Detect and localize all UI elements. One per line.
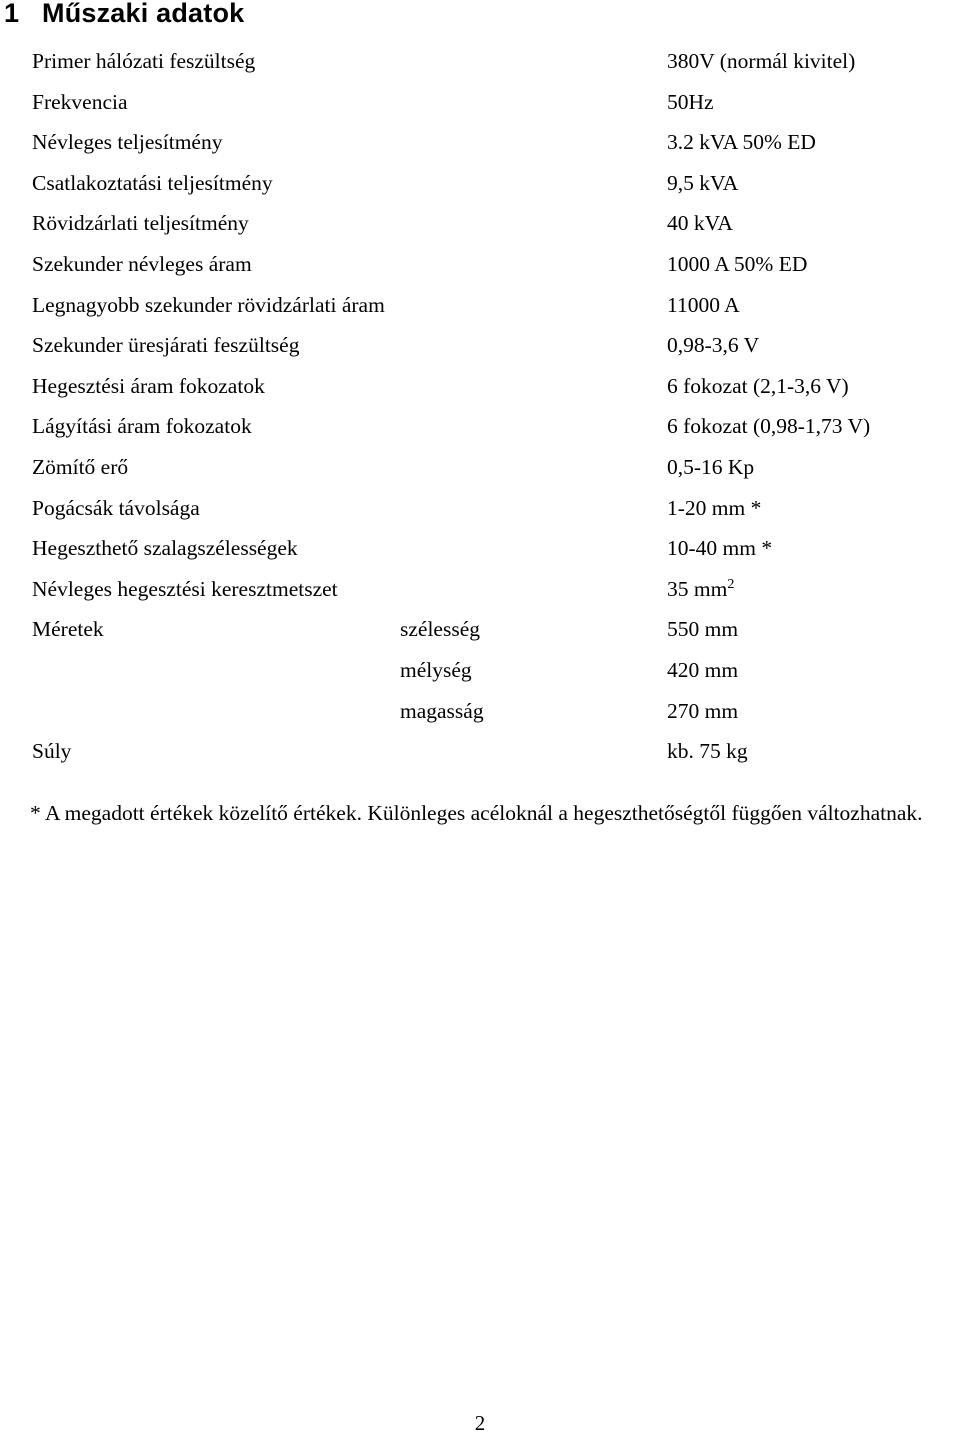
page-number: 2 [474,1411,486,1435]
spec-label: Rövidzárlati teljesítmény [32,211,249,236]
spec-value [667,122,816,163]
spec-row [32,650,932,691]
spec-row [32,691,932,732]
spec-value [667,325,759,366]
spec-value-text: 270 mm [667,698,739,723]
spec-value [667,41,855,82]
footnote: * A megadott értékek közelítő értékek. Különleges acéloknál a hegeszthetőségtől függően változhatnak. [30,801,923,825]
spec-sublabel: mélység [400,657,472,682]
spec-label: Primer hálózati feszültség [32,49,256,73]
spec-label: Lágyítási áram fokozatok [32,414,252,439]
spec-value [667,528,772,569]
spec-value [667,447,754,488]
spec-row [32,41,932,82]
spec-label: Névleges hegesztési keresztmetszet [32,576,338,601]
spec-value-text: 6 fokozat (0,98-1,73 V) [667,414,871,439]
spec-value-text: 1-20 mm * [667,495,762,520]
specs-table [32,41,932,772]
spec-row [32,528,932,569]
spec-row [32,447,932,488]
section-heading [4,0,244,26]
spec-label: Hegeszthető szalagszélességek [32,536,298,561]
spec-label: Zömítő erő [32,454,129,479]
spec-row [32,203,932,244]
spec-label: Súly [32,739,72,764]
spec-row [32,569,932,610]
spec-value-text: 9,5 kVA [667,170,739,195]
spec-value-text: 6 fokozat (2,1-3,6 V) [667,373,849,398]
spec-value-text: 420 mm [667,657,739,682]
spec-value-text: 35 mm [667,576,728,601]
spec-value-text: 40 kVA [667,211,733,236]
spec-value [667,731,748,772]
spec-label: Névleges teljesítmény [32,130,223,155]
spec-row [32,285,932,326]
spec-row [32,244,932,285]
spec-value-text: kb. 75 kg [667,739,748,764]
spec-value [667,488,761,529]
spec-value-text: 1000 A 50% ED [667,251,808,276]
spec-sublabel: magasság [400,698,484,723]
spec-value-text: 3.2 kVA 50% ED [667,130,816,155]
spec-value [667,244,807,285]
spec-label: Pogácsák távolsága [32,495,200,520]
spec-value-text: 11000 A [667,292,740,317]
section-title: Műszaki adatok [42,0,245,28]
spec-row [32,325,932,366]
spec-row [32,82,932,123]
spec-row [32,406,932,447]
spec-sublabel: szélesség [400,617,480,642]
spec-row [32,609,932,650]
spec-label: Méretek [32,617,104,642]
spec-label: Csatlakoztatási teljesítmény [32,170,273,195]
spec-row [32,366,932,407]
spec-row [32,122,932,163]
spec-value [667,366,849,407]
spec-value [667,203,733,244]
spec-value-text: 0,98-3,6 V [667,333,760,358]
section-number: 1 [4,0,20,28]
spec-value-text: 50Hz [667,89,714,114]
spec-value [667,82,714,123]
spec-row [32,731,932,772]
spec-value-superscript: 2 [727,576,735,592]
spec-label: Szekunder üresjárati feszültség [32,333,300,358]
spec-value [667,691,738,732]
spec-value-text: 550 mm [667,617,739,642]
spec-value [667,650,738,691]
spec-value [667,285,740,326]
spec-label: Szekunder névleges áram [32,251,252,276]
spec-value-text: 0,5-16 Kp [667,454,755,479]
spec-value-text: 380V (normál kivitel) [667,49,856,73]
spec-value-text: 10-40 mm * [667,536,773,561]
spec-value [667,569,734,610]
spec-value [667,609,738,650]
spec-label: Hegesztési áram fokozatok [32,373,265,398]
spec-row [32,488,932,529]
spec-row [32,163,932,204]
spec-value [667,163,738,204]
spec-label: Frekvencia [32,89,128,114]
spec-label: Legnagyobb szekunder rövidzárlati áram [32,292,385,317]
spec-value [667,406,870,447]
